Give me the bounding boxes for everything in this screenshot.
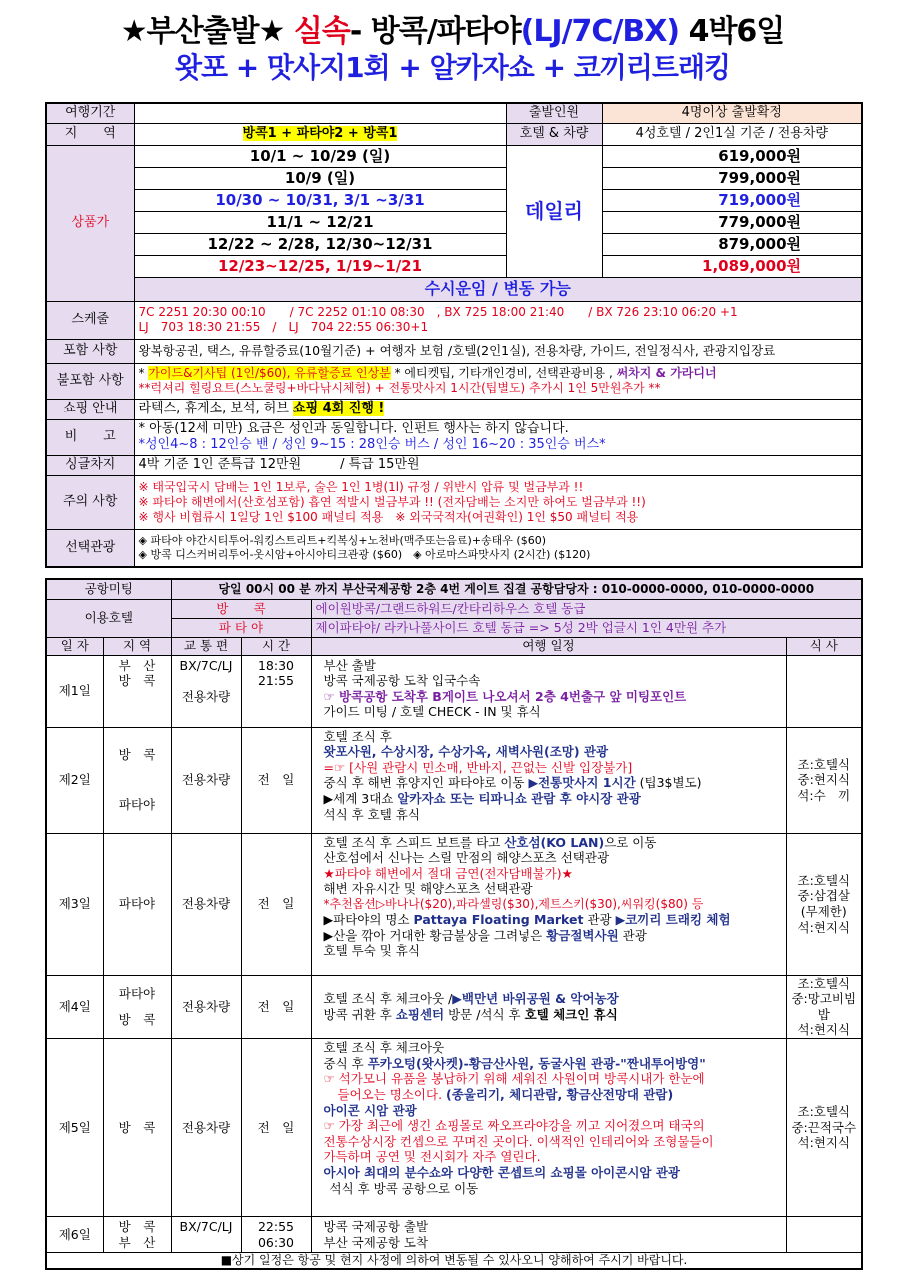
- single-label: 싱글차지: [46, 455, 134, 475]
- day1-line-2: 방콕 국제공항 도착 입국수속: [323, 673, 481, 689]
- hotel-pty: 제이파타야/ 라카나풀사이드 호텔 동급 => 5성 2박 업글시 1인 4만원 추가: [311, 618, 862, 637]
- day5-line-6: ☞ 가장 최근에 생긴 쇼핑몰로 짜오프라야강을 끼고 지어졌으며 태국의: [323, 1118, 705, 1134]
- col-day: 일 자: [46, 637, 103, 655]
- day3-meal-3: (무제한): [800, 904, 847, 919]
- day-row-6: [46, 1217, 862, 1253]
- day5-line-9: 아시아 최대의 분수쇼와 다양한 콘셉트의 쇼핑몰 아이콘시암 관광: [323, 1165, 680, 1180]
- caution-label: 주의 사항: [46, 475, 134, 529]
- day2-meal-3: 석:수 끼: [797, 787, 851, 803]
- day2-meal-2: 중:현지식: [797, 772, 851, 788]
- day3-meal-4: 석:현지식: [797, 919, 851, 935]
- day3-line-2: 산호섬에서 신나는 스릴 만점의 해양스포츠 선택관광: [323, 850, 610, 866]
- day1-line-4: 가이드 미팅 / 호텔 CHECK - IN 및 휴식: [323, 704, 541, 720]
- caution-line-1: ※ 태국입국시 담배는 1인 1보루, 술은 1인 1병(1l) 규정 / 위반시 압류 및 벌금부과 !!: [138, 479, 584, 494]
- price-date-2: 10/30 ~ 10/31, 3/1 ~3/31: [134, 189, 506, 211]
- itinerary-footer: ■상기 일정은 항공 및 현지 사정에 의하여 변동될 수 있사오니 양해하여 주시기 바랍니다.: [46, 1253, 862, 1270]
- col-transport: 교 통 편: [171, 637, 241, 655]
- day4-meal-2: 중:망고비빔밥: [791, 991, 857, 1022]
- day2-time: 전 일: [241, 727, 311, 833]
- price-date-1: 10/9 (일): [134, 167, 506, 189]
- day5-line-8: 가득하며 공연 및 전시회가 자주 열린다.: [323, 1149, 541, 1165]
- day-row-3: [46, 833, 862, 975]
- day5-label: 제5일: [46, 1039, 103, 1217]
- day2-line-4: 중식 후 해변 휴양지인 파타야로 이동 ▶전통맛사지 1시간 (팁3$별도): [323, 775, 702, 791]
- day3-line-1: 호텔 조식 후 스피드 보트를 타고 산호섬(KO LAN)으로 이동: [323, 834, 657, 850]
- day4-time: 전 일: [241, 975, 311, 1039]
- note-label: 비 고: [46, 419, 134, 455]
- day3-line-4: 해변 자유시간 및 해양스포츠 선택관광: [323, 881, 533, 897]
- day2-line-2: 왓포사원, 수상시장, 수상가옥, 새벽사원(조망) 관광: [323, 744, 609, 760]
- meet-label: 공항미팅: [46, 579, 171, 599]
- day-row-4: [46, 975, 862, 1039]
- day3-line-8: 호텔 투숙 및 휴식: [323, 943, 420, 959]
- day5-line-3: ☞ 석가모니 유품을 봉납하기 위해 세워진 사원이며 방콕시내가 한눈에: [323, 1071, 705, 1087]
- day5-line-5: 아이콘 시암 관광: [323, 1102, 417, 1118]
- day4-region-2: 방 콕: [118, 1011, 156, 1027]
- summary-table: [45, 102, 863, 568]
- hotel-value: 4성호텔 / 2인1실 기준 / 전용차량: [602, 123, 862, 145]
- day-row-5: [46, 1039, 862, 1217]
- day3-region: 파타야: [103, 833, 171, 975]
- hotel-bkk-label: 방 콕: [171, 599, 311, 618]
- day4-transport: 전용차량: [171, 975, 241, 1039]
- day6-region-1: 방 콕: [118, 1218, 156, 1234]
- day2-line-3: =☞ [사원 관람시 민소매, 반바지, 끈없는 신발 입장불가]: [323, 759, 633, 775]
- optional-label: 선택관광: [46, 529, 134, 567]
- hotel-used-label: 이용호텔: [46, 599, 171, 637]
- day6-time-1: 22:55: [257, 1218, 295, 1234]
- exclude-line-2: **럭셔리 힐링요트(스노쿨링+바다낚시체험) + 전통맛사지 1시간(팁별도) 추가시 1인 5만원추가 **: [138, 381, 661, 395]
- itinerary-table: [45, 578, 863, 1270]
- day3-transport: 전용차량: [171, 833, 241, 975]
- day3-label: 제3일: [46, 833, 103, 975]
- day2-line-6: 석식 후 호텔 휴식: [323, 806, 420, 822]
- day1-transport-1: BX/7C/LJ: [179, 657, 233, 673]
- price-4: 879,000원: [602, 233, 862, 255]
- day1-transport-2: 전용차량: [181, 688, 231, 704]
- hotel-bkk: 에이원방콕/그랜드하워드/칸타리하우스 호텔 동급: [311, 599, 862, 618]
- day2-region-2: 파타야: [118, 797, 156, 812]
- day5-line-4: 들어오는 명소이다. (종울리기, 체디관람, 황금산전망대 관람): [337, 1086, 674, 1102]
- price-0: 619,000원: [602, 145, 862, 167]
- schedule-line-1: 7C 2251 20:30 00:10 / 7C 2252 01:10 08:30 , BX 725 18:00 21:40 / BX 726 23:10 06:20 +1: [138, 305, 738, 319]
- single-value: 4박 기준 1인 준특급 12만원 / 특급 15만원: [134, 455, 862, 475]
- depart-label: 출발인원: [506, 103, 602, 123]
- exclude-label: 불포함 사항: [46, 363, 134, 399]
- caution-line-3: ※ 행사 비협류시 1일당 1인 $100 패널티 적용 ※ 외국국적자(여권확인) 1인 $50 패널티 적용: [138, 509, 639, 524]
- day1-line-3: ☞ 방콕공항 도착후 B게이트 나오셔서 2층 4번출구 앞 미팅포인트: [323, 688, 687, 704]
- exclude-line-1: * 가이드&기사팁 (1인/$60), 유류할증료 인상분 * 에티켓팁, 기타개인경비, 선택관광비용 , 써차지 & 가라디너: [138, 366, 717, 380]
- day5-line-10: 석식 후 방콕 공항으로 이동: [329, 1180, 479, 1196]
- shop-value: 라텍스, 휴게소, 보석, 허브 쇼핑 4회 진행 !: [134, 399, 862, 419]
- col-time: 시 간: [241, 637, 311, 655]
- col-region: 지 역: [103, 637, 171, 655]
- day1-time-2: 21:55: [257, 673, 295, 689]
- day5-time: 전 일: [241, 1039, 311, 1217]
- day4-meal-3: 석:현지식: [797, 1022, 851, 1038]
- day5-line-1: 호텔 조식 후 체크아웃: [323, 1040, 445, 1055]
- shop-label: 쇼핑 안내: [46, 399, 134, 419]
- day6-line-2: 부산 국제공항 도착: [323, 1234, 429, 1250]
- day4-meal-1: 조:호텔식: [797, 975, 851, 991]
- hotel-label: 호텔 & 차량: [506, 123, 602, 145]
- meet-value: 당일 00시 00 분 까지 부산국제공항 2층 4번 게이트 집결 공항담당자 : 010-0000-0000, 010-0000-0000: [171, 579, 862, 599]
- day6-region-2: 부 산: [118, 1234, 156, 1250]
- day5-line-7: 전통수상시장 컨셉으로 꾸며진 곳이다. 이색적인 인테리어와 조형물들이: [323, 1133, 714, 1149]
- day3-meal-1: 조:호텔식: [797, 872, 851, 888]
- include-label: 포함 사항: [46, 339, 134, 363]
- day6-label: 제6일: [46, 1217, 103, 1253]
- day5-region: 방 콕: [103, 1039, 171, 1217]
- price-3: 779,000원: [602, 211, 862, 233]
- day3-line-7: ▶산을 깎아 거대한 황금불상을 그려넣은 황금절벽사원 관광: [323, 927, 647, 943]
- day6-transport: BX/7C/LJ: [171, 1217, 241, 1253]
- day5-meal-3: 석:현지식: [797, 1135, 851, 1151]
- price-1: 799,000원: [602, 167, 862, 189]
- day6-line-1: 방콕 국제공항 출발: [323, 1218, 429, 1234]
- title-line-1: ★부산출발★ 실속- 방콕/파타야(LJ/7C/BX) 4박6일: [120, 14, 785, 49]
- day1-line-1: 부산 출발: [323, 657, 376, 673]
- price-date-5: 12/23~12/25, 1/19~1/21: [134, 255, 506, 277]
- day5-transport: 전용차량: [171, 1039, 241, 1217]
- depart-value: 4명이상 출발확정: [602, 103, 862, 123]
- region-value: 방콕1 + 파타야2 + 방콕1: [242, 125, 398, 141]
- price-date-4: 12/22 ~ 2/28, 12/30~12/31: [134, 233, 506, 255]
- price-5: 1,089,000원: [602, 255, 862, 277]
- price-date-3: 11/1 ~ 12/21: [134, 211, 506, 233]
- day2-meal-1: 조:호텔식: [797, 756, 851, 772]
- day3-time: 전 일: [241, 833, 311, 975]
- schedule-label: 스케줄: [46, 301, 134, 339]
- price-label: 상품가: [46, 145, 134, 301]
- day2-line-5: ▶세계 3대쇼 알카자쇼 또는 티파니쇼 관람 후 야시장 관광: [323, 791, 641, 806]
- day4-line-2: 방콕 귀환 후 쇼핑센터 방문 /석식 후 호텔 체크인 휴식: [323, 1006, 618, 1022]
- day1-region-2: 방 콕: [118, 673, 156, 689]
- day6-time-2: 06:30: [257, 1234, 295, 1250]
- day2-region-1: 방 콕: [118, 747, 156, 763]
- include-value: 왕복항공권, 택스, 유류할증료(10월기준) + 여행자 보험 /호텔(2인1실), 전용차량, 가이드, 전일정식사, 관광지입장료: [134, 339, 862, 363]
- region-label: 지 역: [46, 123, 134, 145]
- day4-region-1: 파타야: [118, 986, 156, 1002]
- period-label: 여행기간: [46, 103, 134, 123]
- day-row-2: [46, 727, 862, 833]
- note-line-1: * 아동(12세 미만) 요금은 성인과 동일합니다. 인펀트 행사는 하지 않습니다.: [138, 420, 569, 436]
- day3-line-6: ▶파타야의 명소 Pattaya Floating Market 관광 ▶코끼리 트래킹 체험: [323, 912, 731, 927]
- note-line-2: *성인4~8 : 12인승 밴 / 성인 9~15 : 28인승 버스 / 성인 16~20 : 35인승 버스*: [138, 437, 606, 452]
- period-value: [134, 103, 506, 123]
- day5-line-2: 중식 후 푸카오텅(왓사켓)-황금산사원, 동굴사원 관광-"짠내투어방영": [323, 1055, 706, 1071]
- day5-meal-1: 조:호텔식: [797, 1104, 851, 1120]
- hotel-pty-label: 파 타 야: [171, 618, 311, 637]
- day1-region-1: 부 산: [118, 657, 156, 673]
- day1-time-1: 18:30: [257, 657, 295, 673]
- price-2: 719,000원: [602, 189, 862, 211]
- day1-label: 제1일: [46, 655, 103, 727]
- optional-line-1: ◈ 파타야 야간시티투어-워킹스트리트+킥복싱+노천바(맥주또는음료)+송태우 ($60): [138, 534, 547, 547]
- schedule-line-2: LJ 703 18:30 21:55 / LJ 704 22:55 06:30+1: [138, 320, 429, 334]
- title-line-2: 왓포 + 맛사지1회 + 알카자쇼 + 코끼리트래킹: [174, 51, 731, 84]
- price-date-0: 10/1 ~ 10/29 (일): [134, 145, 506, 167]
- optional-line-2: ◈ 방콕 디스커버리투어-옷시암+아시아티크관광 ($60) ◈ 아로마스파맛사지 (2시간) ($120): [138, 547, 591, 561]
- col-schedule: 여행 일정: [311, 637, 786, 655]
- day3-line-3: ★파타야 해변에서 절대 금연(전자담배불가)★: [323, 865, 573, 881]
- caution-line-2: ※ 파타야 해변에서(산호섬포함) 흡연 적발시 벌금부과 !! (전자담배는 소지만 하여도 벌금부과 !!): [138, 494, 646, 509]
- daily-label: 데일리: [506, 145, 602, 277]
- col-meal: 식 사: [786, 637, 862, 655]
- day4-label: 제4일: [46, 975, 103, 1039]
- day3-line-5: *추천옵션▷바나나($20),파라셀링($30),제트스키($30),씨워킹($80) 등: [323, 897, 704, 911]
- always-run: 수시운임 / 변동 가능: [134, 277, 862, 301]
- day-row-1: [46, 655, 862, 727]
- day2-label: 제2일: [46, 727, 103, 833]
- day5-meal-2: 중:끈적국수: [791, 1119, 857, 1135]
- day2-transport: 전용차량: [171, 727, 241, 833]
- day2-line-1: 호텔 조식 후: [323, 728, 392, 744]
- day4-line-1: 호텔 조식 후 체크아웃 /▶백만년 바위공원 & 악어농장: [323, 991, 619, 1007]
- day3-meal-2: 중:삼겹살: [797, 888, 851, 904]
